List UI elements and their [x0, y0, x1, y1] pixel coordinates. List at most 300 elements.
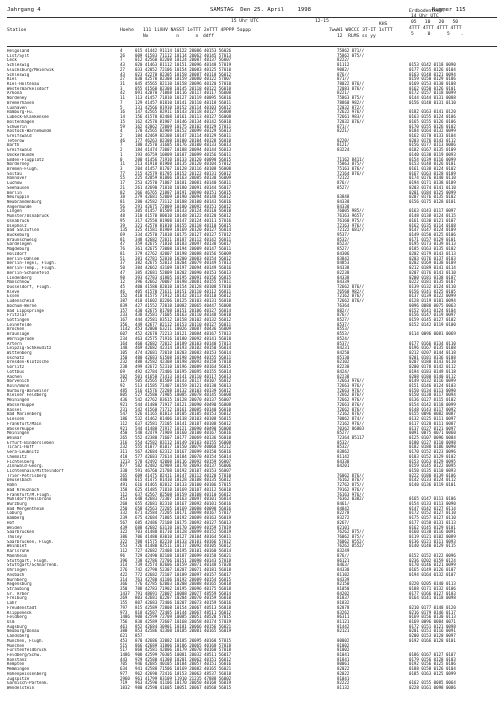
station-height: 2: [120, 147, 123, 153]
station-height: 322: [120, 538, 128, 544]
observation-groups: 279 42681 52009 10190 20094 40148 56012: [135, 194, 232, 200]
kh-groups: 72162 976//: [337, 420, 365, 426]
station-name: Memmingen: [7, 667, 30, 672]
observation-groups: 857: [135, 633, 143, 639]
soil-temperature: 0144 0144 0131 0088: [409, 95, 456, 101]
observation-groups: 818 42587 72405 10144 20067 48511 56012: [135, 609, 232, 615]
station-height: 443: [120, 656, 128, 662]
station-name: Manschnow: [7, 280, 30, 285]
kh-groups: 81102: [337, 571, 350, 577]
kh-groups: 76062 875//: [337, 534, 365, 540]
station-name: Greifswald: [7, 133, 32, 138]
station-name: Tholey: [7, 535, 22, 540]
station-height: 422: [120, 571, 128, 577]
soil-temperature: 0170 0146 0121 0099: [409, 562, 456, 568]
erdboden-codes: 4TTT 4TTT 4TTT 4TTT: [409, 26, 462, 31]
soil-temperature: 0180 0127 0110 0098: [409, 439, 456, 445]
station-name: Frankfurt/Main: [7, 421, 42, 426]
soil-temperature: 0165 0147 0113 0106: [409, 496, 456, 502]
observation-groups: 853 42586 42308 10185 20081 40165 56019: [135, 628, 232, 634]
observation-groups: 803 42681 82207 10204 20070 40159 56010: [135, 595, 232, 601]
observation-groups: 501 41658 71413 10141 20110 40117 56013: [135, 373, 232, 379]
header-rule-top: [7, 17, 497, 18]
station-height: 439: [120, 524, 128, 530]
station-name: Bad Marienberg: [7, 412, 42, 417]
kh-groups: 8463/: [337, 562, 350, 568]
observation-groups: 418 41602 82206 10125 20103 40131 56010: [135, 298, 232, 304]
observation-groups: 742 42790 52307 10207 20071 40181 56018: [135, 567, 232, 573]
station-height: 269: [120, 595, 128, 601]
station-name: Diepholz: [7, 223, 27, 228]
station-name: Gr. Arber: [7, 591, 30, 596]
kh-groups: 70062 874//: [337, 416, 365, 422]
kh-groups: 72622 976//: [337, 109, 365, 115]
station-name: Osnabrück: [7, 218, 30, 223]
observation-groups: 870 42686 32002 10185 20095 40168 57015: [135, 637, 232, 643]
station-height: 42: [120, 90, 125, 96]
kh-groups: 81841: [337, 656, 350, 662]
kh-groups: 82222: [337, 680, 350, 686]
observation-groups: 382 42675 52013 10204 20079 40149 57013: [135, 260, 232, 266]
station-name: Bremen-Flugh.: [7, 166, 40, 171]
station-height: 332: [120, 510, 128, 516]
time-utc-label: 15 Uhr UTC: [231, 19, 259, 24]
station-name: München: [7, 643, 25, 648]
kh-groups: 76160 975//: [337, 217, 365, 223]
observation-groups: 030 42570 82308 10159 20080 40122 57007: [135, 76, 232, 82]
kh-groups: 84202: [337, 590, 350, 596]
soil-temperature: 0169 0156 0130 0113: [409, 614, 456, 620]
observation-groups: 582 42482 42909 10178 20093 40137 56006: [135, 463, 232, 469]
kh-groups: 72663 876//: [337, 401, 365, 407]
station-name: Neubrandenburg: [7, 200, 42, 204]
station-height: 14: [120, 114, 125, 120]
station-height: 59: [120, 123, 125, 129]
station-name: Glücksburg/Meierwik: [7, 67, 54, 72]
kh-groups: 75862 875//: [337, 52, 365, 58]
observation-groups: 648 42683 72307 10163 20097 40101 56014: [135, 496, 232, 502]
station-height: 31: [120, 81, 125, 87]
observation-groups: 162 42862 72009 10175 20102 40129 57011: [135, 123, 232, 129]
kh-groups: 75863 875//: [337, 161, 365, 167]
observation-groups: 204 41457 81707 10128 20116 40108 56008: [135, 165, 232, 171]
kh-groups: 81050: [337, 585, 350, 591]
observation-groups: 400 41580 82010 10154 20128 40108 57010: [135, 283, 232, 289]
station-name: Landsberg: [7, 634, 30, 639]
kh-groups: 8220/: [337, 137, 350, 143]
kh-groups: 8527/: [337, 316, 350, 322]
soil-temperature: 0149 0150 0125 0106: [409, 232, 456, 238]
observation-groups: 577 42683 72614 10184 20070 40154 56014: [135, 453, 232, 459]
kh-groups: 82121: [337, 628, 350, 634]
station-name: Teterow: [7, 138, 25, 143]
kh-groups: 8424/: [337, 368, 350, 374]
station-name: Tirari-Hoff: [7, 445, 35, 450]
observation-groups: 480 42683 61508 10198 20094 40155 56011: [135, 354, 232, 360]
soil-temperature: 0228 0161 0098 0086: [409, 685, 456, 691]
observation-groups: 941 42588 71506 10169 20082 40165 56021: [135, 666, 232, 672]
soil-temperature: 0137 0139 0122 0099: [409, 293, 456, 299]
kh3-header: 12 RLMS ss yy: [337, 34, 376, 39]
station-height: 186: [120, 416, 128, 422]
soil-temperature: 0117 0128 0111 0087: [409, 420, 456, 426]
observation-groups: 023 42270 82305 10158 20087 40118 56012: [135, 71, 232, 77]
observation-groups: 655 42681 82310 10167 20092 40101 56016: [135, 501, 232, 506]
hoehe-header: Hoehe: [120, 28, 134, 33]
station-height: 15: [120, 118, 125, 124]
soil-temperature: 0174 0176 0140 0110: [409, 175, 456, 181]
station-name: Weiden: [7, 525, 22, 530]
station-name: Hahn: [7, 483, 17, 488]
soil-temperature: 0165 0155 0126 0106: [409, 118, 456, 124]
kh-groups: 78022 876//: [337, 81, 365, 87]
kh-groups: 8527/: [337, 430, 350, 436]
station-name: Trier-Petrisberg: [7, 473, 47, 478]
kh-groups: 76062 8552/: [337, 538, 365, 544]
kh-groups: 72662 876//: [337, 298, 365, 304]
soil-temperature: 0136 0121 0111 0093: [409, 538, 456, 544]
observation-groups: 469 42682 42314 10193 20102 40150 56014: [135, 345, 232, 351]
station-height: 239: [120, 515, 128, 521]
observation-groups: 963 42590 41106 10170 20050 40168 56019: [135, 680, 232, 686]
station-height: 202: [120, 373, 128, 379]
station-name: Wittenberg: [7, 351, 32, 355]
soil-temperature: 0207 0176 0135 0102: [409, 194, 456, 200]
station-height: 2: [120, 132, 123, 138]
soil-temperature: 0128 0119 0101 0094: [409, 298, 456, 304]
observation-groups: 492 42784 72406 10195 20095 40155 56014: [135, 368, 232, 374]
station-height: 877: [120, 463, 128, 469]
kh-groups: 82022: [337, 666, 350, 672]
kh-groups: 876//: [337, 312, 350, 318]
erdboden-cm: 5 0 5 .: [411, 32, 464, 37]
station-name: Mühldorf/Heilbronn: [7, 497, 52, 502]
station-name: Neuruppin: [7, 195, 30, 200]
station-height: 973: [120, 609, 128, 615]
station-height: 7: [120, 99, 123, 105]
station-height: 56: [120, 203, 125, 209]
soil-temperature: 0203 0176 0143 0112: [409, 137, 456, 143]
observation-groups: 020 41463 81112 10151 20096 40148 57019: [135, 62, 232, 68]
station-height: 43: [120, 71, 125, 77]
station-name: Regensburg: [7, 582, 32, 587]
station-height: 265: [120, 472, 128, 478]
kh-groups: 72663 976//: [337, 378, 365, 384]
observation-groups: 225 42859 81806 10163 20085 40130 56009: [135, 175, 232, 181]
station-name: Berlin: [7, 190, 22, 195]
station-name: Meiningen: [7, 431, 30, 436]
kh-groups: 80002: [337, 637, 350, 643]
observation-groups: 463 42575 71916 10180 20092 40141 56018: [135, 335, 232, 341]
soil-temperature: 0169 0153 0130 0108: [409, 81, 456, 87]
kh-groups: 876//: [337, 180, 350, 186]
kh-groups: 8222/: [337, 57, 350, 63]
observation-groups: 908 42599 70305 10081 20032 48511 56017: [135, 652, 232, 657]
station-height: 77: [120, 170, 125, 176]
station-name: Nürnberg: [7, 577, 27, 582]
soil-temperature: 0153 0148 0126 0101: [409, 161, 456, 167]
kh-groups: 82022: [337, 670, 350, 676]
station-height: 921: [120, 401, 128, 407]
station-height: 105: [120, 350, 128, 355]
kh-groups: 8532/: [337, 236, 350, 242]
station-name: Soltau: [7, 171, 22, 176]
station-height: 81: [120, 250, 125, 256]
kh-groups: 76362 8382/: [337, 496, 365, 502]
soil-temperature: 0203 0174 0141 0110: [409, 184, 456, 190]
station-header: Station: [7, 28, 27, 33]
observation-groups: 616 41465 82012 10133 20100 40106 57015: [135, 482, 232, 488]
station-name: Saarbrücken: [7, 530, 35, 535]
station-name: Aachen: [7, 374, 22, 379]
kh-groups: 72662 876//: [337, 392, 365, 398]
soil-temperature: 0196 0167 0135 0108: [409, 345, 456, 351]
station-height: 839: [120, 302, 128, 308]
kh-groups: 82102: [337, 359, 350, 365]
station-height: 46: [120, 288, 125, 294]
station-name: Lindenberg: [7, 275, 32, 280]
station-name: Oschatz: [7, 355, 25, 360]
observation-groups: 325 41581 81909 10169 20120 40127 56014: [135, 227, 232, 233]
station-name: Feldberg/Schw.: [7, 653, 42, 657]
observation-groups: 156 41570 82408 10161 20113 40127 56008: [135, 114, 232, 120]
observation-groups: 946 42685 40105 10184 20057 40151 56016: [135, 661, 232, 667]
obs-columns-header: 111 1iXHV NASST 1eTTT 2eTTT 4PPPP 5appp: [143, 28, 251, 33]
soil-temperature: 0140 0136 0119 0101: [409, 482, 456, 488]
soil-temperature: 0177 0158 0131 0113: [409, 519, 456, 525]
soil-temperature: 0186 0167 0127 0107: [409, 652, 456, 657]
station-height: 95: [120, 217, 125, 223]
station-height: 1213: [120, 458, 130, 464]
obs-units-header: Nx n n: [143, 34, 199, 39]
observation-groups: 578 42492 42008 10116 20092 40159 56007: [135, 458, 232, 464]
observation-groups: 474 42681 72018 10203 20082 40153 56014: [135, 350, 232, 355]
station-name: Holzdorf: [7, 251, 27, 256]
soil-temperature: 0170 0152 0123 0096: [409, 449, 456, 455]
observation-groups: 815 42589 72808 10154 20067 40513 56018: [135, 604, 232, 610]
kh-groups: 80061: [337, 661, 350, 667]
station-height: 921: [120, 425, 128, 431]
station-name: Bückeburg: [7, 233, 30, 238]
observation-groups: 807 42683 72406 10207 20073 40159 56016: [135, 600, 232, 606]
station-height: 461: [120, 623, 128, 629]
kh-groups: 8527/: [337, 246, 350, 252]
kh-groups: 72164 876//: [337, 170, 365, 176]
observation-groups: 012 42560 82208 10124 20087 40137 56007: [135, 57, 232, 63]
kh-groups: 72032 876//: [337, 118, 365, 124]
station-height: 112: [120, 420, 128, 426]
kh-groups: 8221/: [337, 90, 350, 96]
station-height: 350: [120, 585, 128, 591]
station-name: Brocken: [7, 327, 25, 332]
station-name: Öhringen: [7, 568, 27, 573]
soil-temperature: 0148 0143 0117 0092: [409, 406, 456, 412]
station-name: Hannover: [7, 176, 27, 181]
kh-groups: 81442: [337, 623, 350, 629]
observation-groups: 291 42675 72009 10180 20092 40151 56012: [135, 203, 232, 209]
soil-temperature: 0170 0155 0126 0102: [409, 123, 456, 129]
soil-temperature: 0114 0096 0081 0069: [409, 331, 456, 337]
station-height: 37: [120, 260, 125, 266]
station-height: 547: [120, 411, 128, 417]
soil-temperature: 0152 0152 0122 0096: [409, 552, 456, 558]
station-name: Gardelegen: [7, 242, 32, 247]
soil-temperature: 0200 0153 0120 0097: [409, 633, 456, 639]
observation-groups: 658 42563 72205 10169 20088 40098 56016: [135, 505, 232, 511]
station-height: 3: [120, 85, 123, 91]
observation-groups: 609 41475 82411 10147 20112 40120 57010: [135, 472, 232, 478]
station-name: Westermarkelsdorf: [7, 86, 49, 91]
station-height: 16: [120, 109, 125, 115]
observation-groups: 396 42662 70007 10198 20081 40155 57011: [135, 279, 232, 285]
station-height: 5: [120, 104, 123, 110]
soil-temperature: 0165 0149 0126 0107: [409, 567, 456, 573]
station-name: Straubing: [7, 586, 30, 591]
station-height: 69: [120, 368, 125, 374]
kh-groups: 72364 85117: [337, 434, 365, 440]
station-name: Gera-Leumnitz: [7, 450, 40, 455]
station-height: 155: [120, 600, 128, 606]
observation-groups: 739 42574 82606 10159 20071 40148 57020: [135, 562, 232, 568]
observation-groups: 708 41575 82210 10133 20101 40166 57012: [135, 538, 232, 544]
kh-groups: 871//: [337, 123, 350, 129]
kh-groups: 84201: [337, 463, 350, 469]
soil-temperature: 0163 0143 0117 0097: [409, 208, 456, 214]
soil-temperature: 0155 0096 0082 0087: [409, 411, 456, 417]
kh-groups: 72122: [337, 175, 350, 181]
kh-groups: 83262: [337, 609, 350, 615]
observation-groups: 555 41077 81017 10150 20079 40068 54212: [135, 444, 232, 450]
station-height: 47: [120, 241, 125, 247]
soil-temperature: 0212 0189 0141 0114: [409, 265, 456, 271]
kh-groups: 8523/: [337, 241, 350, 247]
station-name: Coburg: [7, 511, 22, 516]
station-name: Berlin-Dahlem: [7, 256, 40, 261]
station-height: 380: [120, 628, 128, 634]
station-height: 567: [120, 519, 128, 525]
observation-groups: 193 46759 10809 10187 20099 40156 56011: [135, 151, 232, 157]
observation-groups: 280 42582 73112 10188 20100 40143 56016: [135, 199, 232, 204]
station-name: Görlitz: [7, 365, 25, 370]
kh-groups: 83272: [337, 515, 350, 521]
kh-groups: 75163 876//: [337, 165, 365, 171]
station-height: 26: [120, 52, 125, 58]
soil-temperature: 0201 0151 0116 0091: [409, 628, 456, 634]
soil-temperature: 0147 0142 0127 0114: [409, 505, 456, 511]
station-name: Fichtelberg: [7, 459, 35, 464]
observation-groups: 379 42762 42007 10198 20088 40156 56009: [135, 250, 232, 256]
observation-groups: 929 42580 41308 10201 20062 40151 56012: [135, 656, 232, 662]
station-name: Fürstenfeldbruck: [7, 648, 47, 653]
soil-temperature: 0167 0163 0128 0109: [409, 170, 456, 176]
kh-groups: 81142: [337, 453, 350, 459]
soil-temperature: 0142 0133 0124 0112: [409, 477, 456, 483]
kh-groups: 76364: [337, 302, 350, 308]
observation-groups: 410 41575 71912 10142 20113 40110 56012: [135, 293, 232, 299]
station-height: 453: [120, 496, 128, 502]
observation-groups: 460 42682 72012 10189 20103 40140 57013: [135, 340, 232, 346]
station-height: 157: [120, 307, 128, 313]
station-height: 51: [120, 255, 125, 261]
station-height: 366: [120, 581, 128, 587]
soil-temperature: 0220 0205 0140 0113: [409, 581, 456, 587]
station-height: 98: [120, 274, 125, 280]
kh-groups: 86311: [337, 614, 350, 620]
station-height: 96: [120, 552, 125, 558]
station-name: Schleswig: [7, 72, 30, 77]
station-height: 234: [120, 335, 128, 341]
station-height: 634: [120, 666, 128, 672]
kh-groups: 72083 876//: [337, 85, 365, 91]
soil-temperature: 0140 0130 0119 0093: [409, 151, 456, 157]
station-height: 386: [120, 534, 128, 540]
soil-temperature: 0164 0141 0118 0098: [409, 595, 456, 601]
station-height: 436: [120, 397, 128, 403]
station-name: Boltenhagen: [7, 119, 35, 124]
kh-groups: 84338: [337, 274, 350, 280]
kh-groups: 876//: [337, 552, 350, 558]
observation-groups: 961 41799 83109 11910 21235 47888 56002: [135, 675, 232, 681]
observation-groups: 393 42783 41805 10195 20091 40156 56015: [135, 274, 232, 280]
station-height: 43: [120, 62, 125, 68]
soil-temperature: 0194 0171 0138 0109: [409, 180, 456, 186]
kh-groups: 76163 976//: [337, 491, 365, 497]
observation-groups: 866 42689 31806 10186 20065 40168 57018: [135, 642, 232, 648]
observation-groups: 591 46760 21708 10192 20107 40153 56007: [135, 467, 232, 473]
kh-groups: 76262 8552/: [337, 543, 365, 549]
observation-groups: 791 48691 72007 10088 20077 48559 56014: [135, 590, 232, 596]
observation-groups: 147 42565 82911 10143 20118 40127 56008: [135, 109, 232, 115]
station-name: Mannheim: [7, 553, 27, 558]
kh-groups: 882//: [337, 307, 350, 313]
soil-temperature: 0202 0179 0143 0113: [409, 250, 456, 256]
observation-groups: 962 42690 72416 10153 20062 48537 56018: [135, 670, 232, 676]
kh-groups: 8267/: [337, 519, 350, 525]
station-name: Berlin-Tegel, Flugh.: [7, 261, 57, 266]
station-table: [7, 49, 497, 691]
issue-number: Nummer 115: [432, 7, 466, 13]
station-name: Düsseldorf, Flugh.: [7, 284, 52, 289]
soil-temperature: 0236 0202 0159 0124: [409, 557, 456, 563]
observation-groups: 675 42684 71805 10192 20089 40163 56019: [135, 515, 232, 521]
station-name: Münster/Osnabrück: [7, 214, 49, 219]
observation-groups: 009 41583 71112 10114 20062 40145 57013: [135, 52, 232, 58]
observation-groups: 438 42581 71605 10163 20110 40148 56010: [135, 312, 232, 318]
kh-groups: 72663 976//: [337, 383, 365, 389]
observation-groups: 542 41568 71712 10161 20085 40140 56010: [135, 406, 232, 412]
kh-groups: 76005 985//: [337, 208, 365, 214]
station-height: 1142: [120, 326, 130, 332]
station-height: 250: [120, 505, 128, 511]
station-height: 314: [120, 576, 128, 582]
soil-temperature: 0177 0155 0126 0104: [409, 66, 456, 72]
station-name: Kleiner Feldberg: [7, 393, 47, 398]
soil-temperature: 0222 0188 0139 0106: [409, 472, 456, 478]
station-height: 55: [120, 175, 125, 181]
soil-temperature: 0156 0141 0125 0105: [409, 288, 456, 294]
station-height: 47: [120, 269, 125, 275]
soil-temperature: 0185 0163 0125 0099: [409, 670, 456, 676]
observation-groups: 637 42581 72105 10141 20107 40108 56012: [135, 420, 232, 426]
soil-temperature: 0163 0148 0121 0094: [409, 71, 456, 77]
station-height: 316: [120, 439, 128, 445]
station-height: 17: [120, 180, 125, 186]
station-height: 150: [120, 354, 128, 360]
soil-temperature: 0154 0133 0113 0090: [409, 501, 456, 506]
soil-temperature: 0175 0157 0127 0110: [409, 515, 456, 521]
station-height: 1: [120, 151, 123, 157]
station-height: 11: [120, 95, 125, 101]
